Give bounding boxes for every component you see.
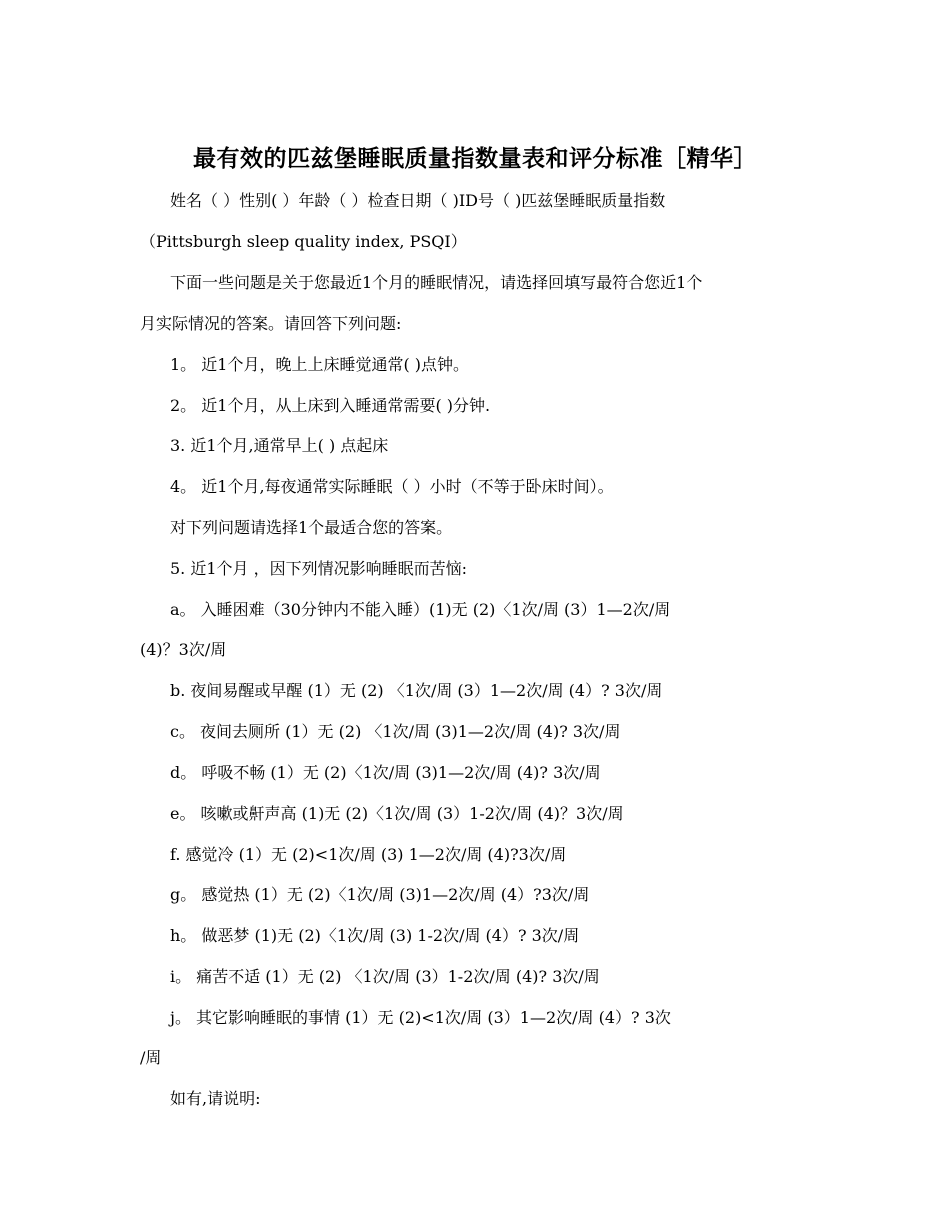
item-a: a。 入睡困难（30分钟内不能入睡）(1)无 (2)〈1次/周 (3）1—2次/周 (170, 600, 671, 619)
item-f: f. 感觉冷 (1）无 (2)<1次/周 (3) 1—2次/周 (4)?3次/周 (170, 845, 567, 864)
item-a-continued: (4)？3次/周 (140, 640, 227, 659)
instructions-line-1: 下面一些问题是关于您最近1个月的睡眠情况，请选择回填写最符合您近1个 (170, 273, 703, 292)
psqi-english-name: （Pittsburgh sleep quality index, PSQI） (140, 232, 467, 251)
item-i: i。 痛苦不适 (1）无 (2) 〈1次/周 (3）1-2次/周 (4)? 3次/周 (170, 967, 600, 986)
item-e: e。 咳嗽或鼾声高 (1)无 (2)〈1次/周 (3）1-2次/周 (4)？3次/周 (170, 804, 624, 823)
item-d: d。 呼吸不畅 (1）无 (2)〈1次/周 (3)1—2次/周 (4)? 3次/周 (170, 763, 601, 782)
item-j-continued: /周 (140, 1048, 162, 1067)
question-1: 1。 近1个月，晚上上床睡觉通常( )点钟。 (170, 355, 470, 374)
please-explain-prompt: 如有,请说明: (170, 1089, 261, 1108)
question-2: 2。 近1个月，从上床到入睡通常需要( )分钟. (170, 396, 491, 415)
item-j: j。 其它影响睡眠的事情 (1）无 (2)<1次/周 (3）1—2次/周 (4）? 3次 (170, 1008, 671, 1027)
item-g: g。 感觉热 (1）无 (2)〈1次/周 (3)1—2次/周 (4）?3次/周 (170, 885, 590, 904)
question-4: 4。 近1个月,每夜通常实际睡眠（ ）小时（不等于卧床时间）。 (170, 477, 614, 496)
item-b: b. 夜间易醒或早醒 (1）无 (2) 〈1次/周 (3）1—2次/周 (4）? 3次/周 (170, 681, 663, 700)
patient-info-line: 姓名（ ）性别( ）年龄（ ）检查日期（ )ID号（ )匹兹堡睡眠质量指数 (170, 191, 666, 210)
instructions-line-2: 月实际情况的答案。请回答下列问题: (140, 314, 402, 333)
item-c: c。 夜间去厕所 (1）无 (2) 〈1次/周 (3)1—2次/周 (4)? 3次/周 (170, 722, 621, 741)
item-h: h。 做恶梦 (1)无 (2)〈1次/周 (3) 1-2次/周 (4）? 3次/周 (170, 926, 580, 945)
choose-answer-instruction: 对下列问题请选择1个最适合您的答案。 (170, 518, 453, 537)
question-3: 3. 近1个月,通常早上( ) 点起床 (170, 436, 389, 455)
question-5: 5. 近1个月 ，因下列情况影响睡眠而苦恼: (170, 559, 468, 578)
document-title: 最有效的匹兹堡睡眠质量指数量表和评分标准［精华］ (193, 145, 757, 172)
